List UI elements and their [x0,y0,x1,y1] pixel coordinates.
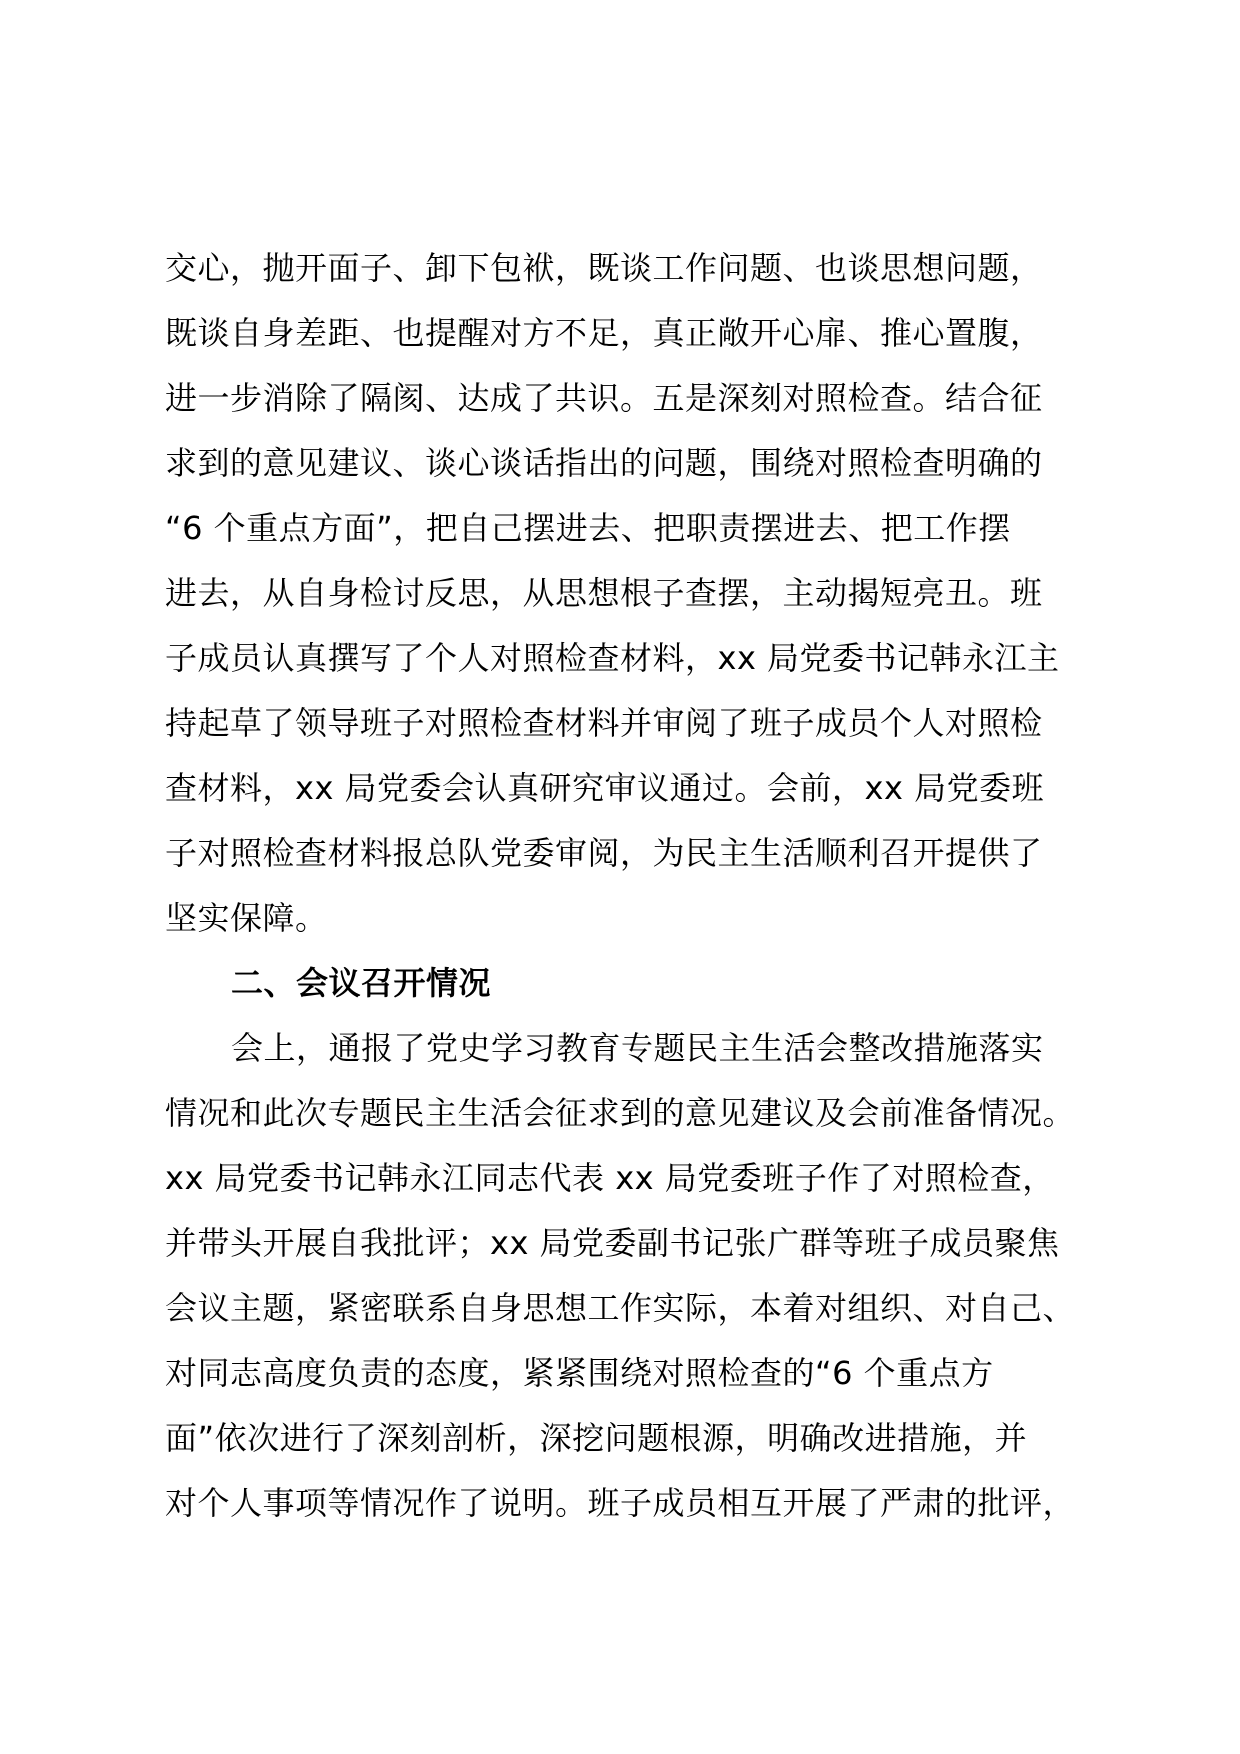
paragraph-line: 对同志高度负责的态度，紧紧围绕对照检查的“6 个重点方 [165,1354,994,1392]
paragraph-line: 交心，抛开面子、卸下包袱，既谈工作问题、也谈思想问题， [165,249,1043,287]
paragraph-line: 既谈自身差距、也提醒对方不足，真正敞开心扉、推心置腹， [165,314,1043,352]
paragraph-line: 坚实保障。 [165,899,328,937]
paragraph-line: 查材料，xx 局党委会认真研究审议通过。会前，xx 局党委班 [165,769,1045,807]
paragraph-line: xx 局党委书记韩永江同志代表 xx 局党委班子作了对照检查， [165,1159,1055,1197]
paragraph-line: 进一步消除了隔阂、达成了共识。五是深刻对照检查。结合征 [165,379,1043,417]
paragraph-line: 并带头开展自我批评；xx 局党委副书记张广群等班子成员聚焦 [165,1224,1060,1262]
paragraph-line: 对个人事项等情况作了说明。班子成员相互开展了严肃的批评， [165,1484,1076,1522]
paragraph-line: 会议主题，紧密联系自身思想工作实际，本着对组织、对自己、 [165,1289,1076,1327]
paragraph-line: 情况和此次专题民主生活会征求到的意见建议及会前准备情况。 [165,1094,1076,1132]
section-heading: 二、会议召开情况 [231,964,492,1002]
body-text [165,236,1125,1536]
paragraph-line: 面”依次进行了深刻剖析，深挖问题根源，明确改进措施，并 [165,1419,1028,1457]
paragraph-line: 持起草了领导班子对照检查材料并审阅了班子成员个人对照检 [165,704,1043,742]
paragraph-line: 子成员认真撰写了个人对照检查材料，xx 局党委书记韩永江主 [165,639,1060,677]
paragraph-line: 求到的意见建议、谈心谈话指出的问题，围绕对照检查明确的 [165,444,1043,482]
paragraph-line: 会上，通报了党史学习教育专题民主生活会整改措施落实 [231,1029,1044,1067]
paragraph-line: “6 个重点方面”，把自己摆进去、把职责摆进去、把工作摆 [165,509,1011,547]
paragraph-line: 进去，从自身检讨反思，从思想根子查摆，主动揭短亮丑。班 [165,574,1043,612]
paragraph-line: 子对照检查材料报总队党委审阅，为民主生活顺利召开提供了 [165,834,1043,872]
